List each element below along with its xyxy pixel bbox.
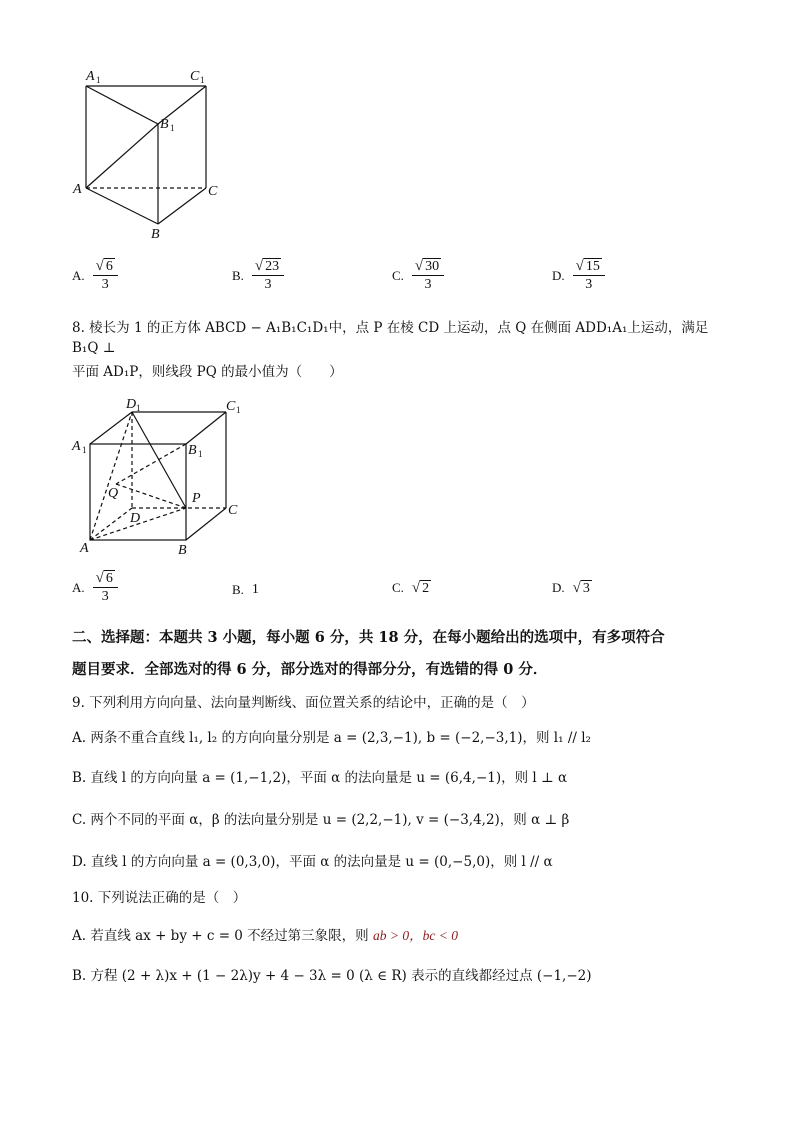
label-d1: D bbox=[126, 397, 137, 412]
label-c1: C bbox=[226, 399, 236, 414]
q10-option-b[interactable]: B. 方程 (2 + λ)x + (1 − 2λ)y + 4 − 3λ = 0 (λ ∈ R) 表示的直线都经过点 (−1,−2) bbox=[72, 968, 592, 984]
q8-option-b[interactable]: B. 1 bbox=[232, 582, 259, 597]
q8-options bbox=[72, 570, 712, 605]
svg-text:1: 1 bbox=[82, 445, 87, 455]
hidden-edge-ad bbox=[90, 508, 132, 540]
section2-heading-line2: 题目要求．全部选对的得 6 分，部分选对的得部分分，有选错的得 0 分． bbox=[72, 661, 548, 678]
label-q: Q bbox=[108, 486, 119, 501]
q8-stem-line1: 8. 棱长为 1 的正方体 ABCD − A₁B₁C₁D₁中，点 P 在棱 CD 上运动，点 Q 在侧面 ADD₁A₁上运动，满足 B₁Q ⊥ bbox=[72, 320, 709, 356]
svg-text:1: 1 bbox=[200, 75, 205, 85]
q10-stem: 10. 下列说法正确的是（ ） bbox=[72, 890, 247, 906]
q8-option-d[interactable]: D. √ 3 bbox=[552, 580, 590, 597]
svg-text:1: 1 bbox=[136, 403, 141, 413]
q9-option-c[interactable]: C. 两个不同的平面 α，β 的法向量分别是 u = (2,2,−1), v = (−3,4,2)，则 α ⊥ β bbox=[72, 812, 570, 828]
label-c1: C bbox=[190, 69, 200, 84]
q9-option-a[interactable]: A. 两条不重合直线 l₁, l₂ 的方向向量分别是 a = (2,3,−1), b = (−2,−3,1)，则 l₁ // l₂ bbox=[72, 730, 591, 746]
edge-bc bbox=[158, 188, 206, 224]
q9-option-d[interactable]: D. 直线 l 的方向向量 a = (0,3,0)，平面 α 的法向量是 u = (0,−5,0)，则 l // α bbox=[72, 854, 553, 870]
cube-figure bbox=[70, 394, 250, 560]
label-b: B bbox=[151, 227, 160, 242]
q10-option-a[interactable] bbox=[72, 926, 732, 946]
svg-text:1: 1 bbox=[236, 405, 241, 415]
svg-text:1: 1 bbox=[96, 75, 101, 85]
edge-b1c1 bbox=[186, 412, 226, 444]
hidden-line-qp bbox=[116, 484, 186, 508]
q7-option-c[interactable]: C. √ 30 3 bbox=[392, 258, 552, 293]
q8-option-c[interactable]: C. √ 2 bbox=[392, 580, 430, 597]
label-a: A bbox=[73, 182, 82, 197]
q7-option-a[interactable]: A. √ 6 3 bbox=[72, 258, 232, 293]
hidden-line-ad1 bbox=[90, 412, 132, 540]
diagonal-ab1 bbox=[86, 124, 158, 188]
label-b1: B bbox=[160, 117, 169, 132]
q9-stem: 9. 下列利用方向向量、法向量判断线、面位置关系的结论中，正确的是（ ） bbox=[72, 695, 535, 711]
q8-stem-line2: 平面 AD₁P，则线段 PQ 的最小值为（ ） bbox=[72, 364, 343, 380]
q8-option-a[interactable]: A. √ 6 3 bbox=[72, 570, 232, 605]
edge-a1d1 bbox=[90, 412, 132, 444]
svg-text:1: 1 bbox=[170, 123, 175, 133]
section2-heading-line1: 二、选择题：本题共 3 小题，每小题 6 分，共 18 分，在每小题给出的选项中，有多项符合 bbox=[72, 629, 665, 646]
hidden-line-b1q bbox=[116, 444, 186, 484]
q10-option-a-text: A. 若直线 ax + by + c = 0 不经过第三象限，则 bbox=[72, 928, 369, 944]
q7-option-d[interactable]: D. √ 15 3 bbox=[552, 258, 712, 293]
svg-text:1: 1 bbox=[198, 449, 203, 459]
q10-option-a-highlight: ab > 0，bc < 0 bbox=[372, 928, 458, 943]
label-a1: A bbox=[72, 439, 81, 454]
edge-bc bbox=[186, 508, 226, 540]
q7-options bbox=[72, 258, 712, 293]
prism-diagram bbox=[70, 66, 230, 242]
label-c: C bbox=[208, 184, 218, 199]
label-p: P bbox=[192, 491, 201, 506]
label-b: B bbox=[178, 543, 187, 558]
label-b1: B bbox=[188, 443, 197, 458]
q7-option-b[interactable]: B. √ 23 3 bbox=[232, 258, 392, 293]
label-d: D bbox=[130, 511, 141, 526]
q9-option-b[interactable]: B. 直线 l 的方向向量 a = (1,−1,2)，平面 α 的法向量是 u = (6,4,−1)，则 l ⊥ α bbox=[72, 770, 568, 786]
prism-figure bbox=[70, 66, 230, 242]
label-a1: A bbox=[86, 69, 95, 84]
cube-diagram bbox=[70, 394, 250, 560]
edge-ab bbox=[86, 188, 158, 224]
label-a: A bbox=[80, 541, 89, 556]
edge-a1b1 bbox=[86, 86, 158, 124]
label-c: C bbox=[228, 503, 238, 518]
